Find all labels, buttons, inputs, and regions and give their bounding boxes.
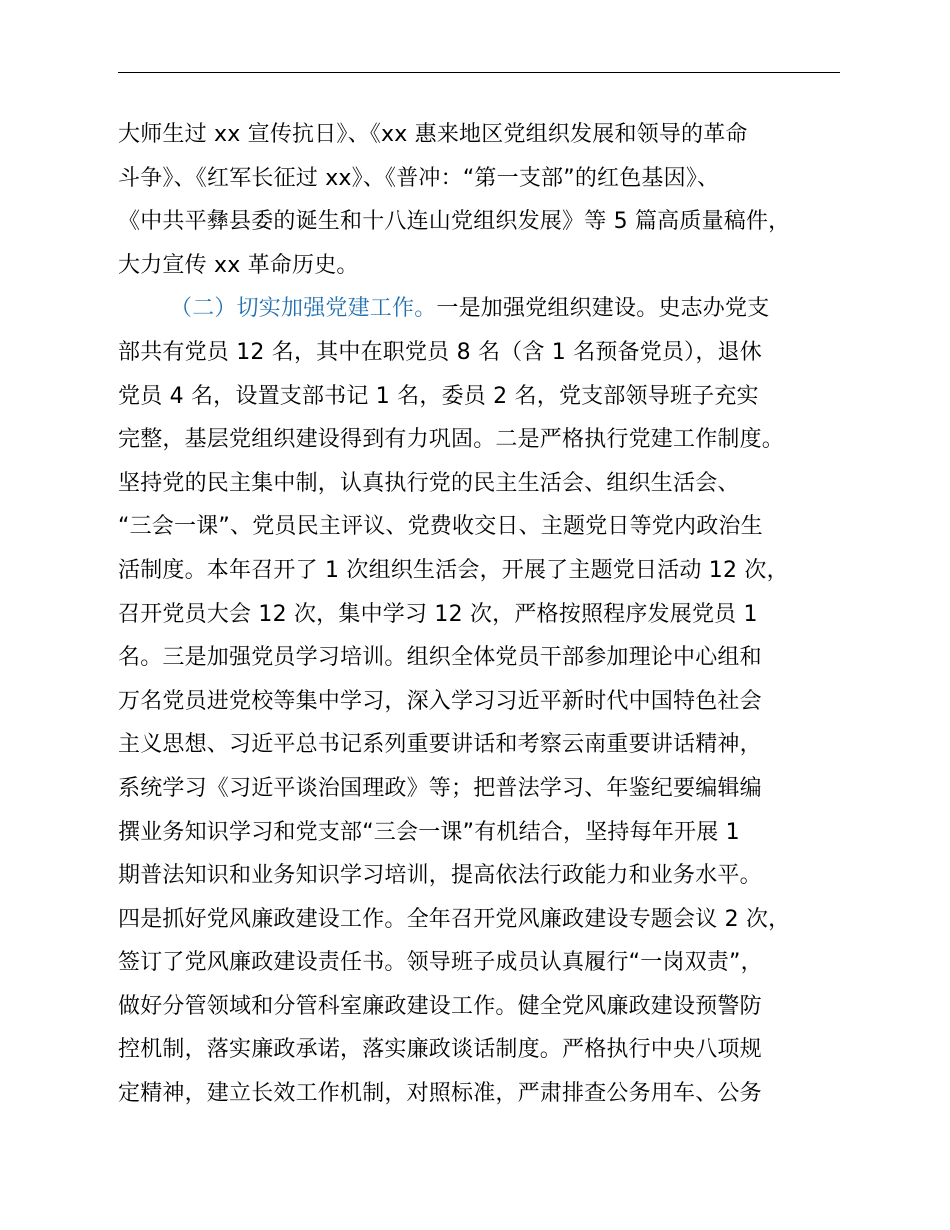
text-line: 坚持党的民主集中制，认真执行党的民主生活会、组织生活会、 [118,470,740,496]
text-line: 斗争》、《红军长征过 xx》、《普冲：“第一支部”的红色基因》、 [118,165,720,191]
text-line: 做好分管领域和分管科室廉政建设工作。健全党风廉政建设预警防 [118,993,762,1019]
text-line: 签订了党风廉政建设责任书。领导班子成员认真履行“一岗双责”， [118,950,763,976]
text-line: 《中共平彝县委的诞生和十八连山党组织发展》等 5 篇高质量稿件， [118,209,791,235]
header-rule [118,72,840,73]
text-line: “三会一课”、党员民主评议、党费收交日、主题党日等党内政治生 [118,514,763,540]
text-line: 系统学习《习近平谈治国理政》等；把普法学习、年鉴纪要编辑编 [118,775,762,801]
text-line: 四是抓好党风廉政建设工作。全年召开党风廉政建设专题会议 2 次， [118,906,791,932]
body-text [118,113,870,1116]
text-line: 活制度。本年召开了 1 次组织生活会，开展了主题党日活动 12 次， [118,557,789,583]
paragraph-2-first-line [118,287,870,331]
text-line: 控机制，落实廉政承诺，落实廉政谈话制度。严格执行中央八项规 [118,1037,762,1063]
text-line: 名。三是加强党员学习培训。组织全体党员干部参加理论中心组和 [118,645,762,671]
text-line: 大力宣传 xx 革命历史。 [118,252,359,278]
text-line: 部共有党员 12 名，其中在职党员 8 名（含 1 名预备党员），退休 [118,339,762,365]
text-line: 大师生过 xx 宣传抗日》、《xx 惠来地区党组织发展和领导的革命 [118,122,748,147]
paragraph-1 [118,113,870,287]
text-line: 完整，基层党组织建设得到有力巩固。二是严格执行党建工作制度。 [118,427,785,453]
text-line: 撰业务知识学习和党支部“三会一课”有机结合，坚持每年开展 1 [118,819,740,845]
section-heading: （二）切实加强党建工作。 [170,296,437,322]
text-line: 党员 4 名，设置支部书记 1 名，委员 2 名，党支部领导班子充实 [118,383,759,409]
text-line: 定精神，建立长效工作机制，对照标准，严肃排查公务用车、公务 [118,1081,762,1107]
text-line: 召开党员大会 12 次，集中学习 12 次，严格按照程序发展党员 1 [118,601,758,627]
text-line: 期普法知识和业务知识学习培训，提高依法行政能力和业务水平。 [118,863,762,889]
text-line-rest: 一是加强党组织建设。史志办党支 [436,296,770,322]
paragraph-2 [118,287,870,1115]
text-line: 万名党员进党校等集中学习，深入学习习近平新时代中国特色社会 [118,688,762,714]
text-line: 主义思想、习近平总书记系列重要讲话和考察云南重要讲话精神， [118,732,762,758]
